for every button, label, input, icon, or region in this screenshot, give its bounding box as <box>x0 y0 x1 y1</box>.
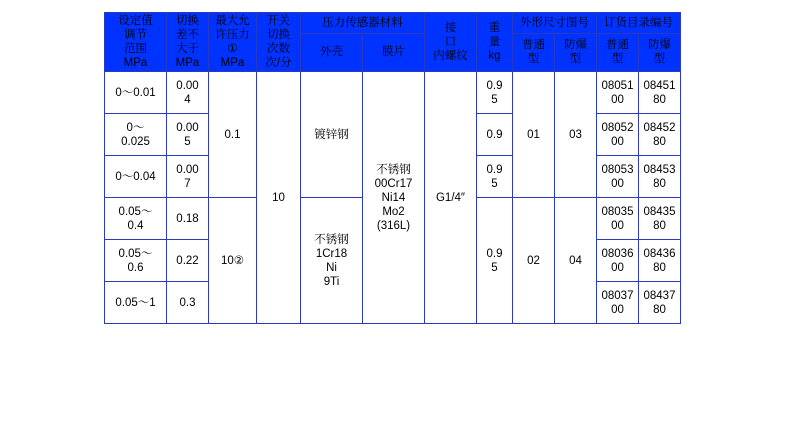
weight-l1: 0.9 <box>486 247 503 260</box>
range-l2: 0.025 <box>121 135 150 148</box>
cell-interface: G1/4″ <box>425 72 477 324</box>
cell-range <box>105 240 167 282</box>
diff-l1: 0.00 <box>176 163 199 176</box>
cell-weight <box>477 72 513 114</box>
ord-explosion-l2: 80 <box>653 219 666 232</box>
table-header <box>105 13 681 72</box>
cell-range <box>105 156 167 198</box>
cell-ord-explosion <box>639 198 681 240</box>
diff-l1: 0.3 <box>179 296 196 309</box>
ord-normal-l1: 08051 <box>601 79 634 92</box>
cell-ord-explosion <box>639 240 681 282</box>
film-l2: 00Cr17 <box>374 177 413 190</box>
header-switch-diff-l2: 差不 <box>176 29 199 42</box>
ord-normal-l2: 00 <box>611 93 624 106</box>
header-ord-normal-l1: 普通 <box>606 39 629 52</box>
header-switch-times-l1: 开关 <box>267 15 290 27</box>
cell-max-pressure-top: 0.1 <box>209 72 257 198</box>
header-set-range-l3: 范围 <box>124 43 147 56</box>
header-set-range-l2: 调节 <box>124 29 147 42</box>
range-l1: 0.05～ <box>118 205 153 218</box>
cell-weight-merged <box>477 198 513 324</box>
diff-l2: 7 <box>184 177 191 190</box>
header-switch-times-l3: 次数 <box>267 43 290 56</box>
ord-normal-l1: 08053 <box>601 163 634 176</box>
cell-switch-diff <box>167 282 209 324</box>
header-max-pressure-l1: 最大允 <box>215 15 250 27</box>
ord-explosion-l1: 08435 <box>643 205 676 218</box>
header-dim-normal <box>513 33 555 71</box>
header-weight <box>477 13 513 72</box>
header-dim-explosion <box>555 33 597 71</box>
shell-b-l3: Ni <box>326 261 337 274</box>
cell-ord-normal <box>597 240 639 282</box>
cell-weight <box>477 156 513 198</box>
range-l1: 0.05～ <box>118 247 153 260</box>
header-ord-normal-l2: 型 <box>611 53 624 66</box>
cell-film <box>363 72 425 324</box>
header-weight-l2: 量 <box>488 36 501 49</box>
diff-l1: 0.00 <box>176 79 199 92</box>
header-weight-unit: kg <box>488 50 501 63</box>
header-switch-diff-l4: MPa <box>175 57 200 70</box>
header-switch-diff-l3: 大于 <box>176 43 199 56</box>
film-l5: (316L) <box>376 219 411 232</box>
ord-explosion-l1: 08453 <box>643 163 676 176</box>
ord-explosion-l2: 80 <box>653 177 666 190</box>
cell-dim-normal-top: 01 <box>513 72 555 198</box>
weight-l1: 0.9 <box>486 79 503 92</box>
range-l1: 0～ <box>126 121 145 134</box>
cell-ord-explosion <box>639 156 681 198</box>
cell-ord-explosion <box>639 114 681 156</box>
cell-range <box>105 72 167 114</box>
table-row <box>105 72 681 114</box>
header-max-pressure-l2: 许压力 <box>215 29 250 42</box>
ord-explosion-l1: 08451 <box>643 79 676 92</box>
header-switch-diff <box>167 13 209 72</box>
ord-normal-l1: 08036 <box>601 247 634 260</box>
film-l1: 不锈钢 <box>376 163 411 176</box>
ord-explosion-l2: 80 <box>653 261 666 274</box>
header-dim-normal-l2: 型 <box>527 53 540 66</box>
table-body <box>105 72 681 324</box>
cell-range <box>105 114 167 156</box>
range-l1: 0.05～1 <box>115 296 156 309</box>
cell-range <box>105 282 167 324</box>
cell-dim-normal-bottom: 02 <box>513 198 555 324</box>
ord-normal-l2: 00 <box>611 303 624 316</box>
shell-b-l4: 9Ti <box>323 275 340 288</box>
film-l4: Mo2 <box>382 205 405 218</box>
ord-normal-l2: 00 <box>611 219 624 232</box>
header-shell: 外壳 <box>301 33 363 71</box>
spec-table-container <box>104 12 680 324</box>
header-set-range-l1: 设定值 <box>118 15 153 27</box>
diff-l2: 5 <box>184 135 191 148</box>
cell-switch-diff <box>167 240 209 282</box>
header-interface-l2: 口 <box>444 36 457 49</box>
diff-l1: 0.22 <box>176 254 199 267</box>
header-interface <box>425 13 477 72</box>
cell-switch-diff <box>167 198 209 240</box>
header-switch-times-l2: 切换 <box>267 29 290 42</box>
ord-explosion-l2: 80 <box>653 93 666 106</box>
ord-explosion-l1: 08437 <box>643 289 676 302</box>
header-sensor-material: 压力传感器材料 <box>301 13 425 34</box>
header-switch-diff-l1: 切换 <box>176 15 199 27</box>
header-dimension-drawing: 外形尺寸图号 <box>513 13 597 34</box>
ord-normal-l1: 08052 <box>601 121 634 134</box>
ord-normal-l2: 00 <box>611 135 624 148</box>
cell-ord-explosion <box>639 282 681 324</box>
header-dim-explosion-l2: 型 <box>569 53 582 66</box>
ord-normal-l2: 00 <box>611 261 624 274</box>
ord-explosion-l1: 08452 <box>643 121 676 134</box>
header-row-1 <box>105 13 681 34</box>
header-ord-explosion-l1: 防爆 <box>648 39 671 52</box>
pressure-switch-spec-table <box>104 12 681 324</box>
header-set-range-l4: MPa <box>123 57 148 70</box>
cell-shell-bottom <box>301 198 363 324</box>
header-dim-normal-l1: 普通 <box>522 39 545 52</box>
shell-b-l1: 不锈钢 <box>314 233 349 246</box>
header-interface-sub: 内螺纹 <box>433 50 468 63</box>
shell-b-l2: 1Cr18 <box>315 247 348 260</box>
weight-l2: 5 <box>491 261 498 274</box>
weight-l1: 0.9 <box>486 128 503 141</box>
cell-ord-normal <box>597 156 639 198</box>
ord-normal-l1: 08035 <box>601 205 634 218</box>
header-switch-times <box>257 13 301 72</box>
header-max-pressure <box>209 13 257 72</box>
ord-explosion-l2: 80 <box>653 135 666 148</box>
header-switch-times-l4: 次/分 <box>265 57 292 70</box>
header-film: 膜片 <box>363 33 425 71</box>
ord-explosion-l1: 08436 <box>643 247 676 260</box>
header-ord-explosion-l2: 型 <box>653 53 666 66</box>
header-order-catalog: 订货目录编号 <box>597 13 681 34</box>
cell-ord-explosion <box>639 72 681 114</box>
weight-l2: 5 <box>491 177 498 190</box>
cell-shell-top: 镀锌钢 <box>301 72 363 198</box>
cell-ord-normal <box>597 198 639 240</box>
header-weight-l1: 重 <box>488 22 501 34</box>
diff-l1: 0.00 <box>176 121 199 134</box>
cell-ord-normal <box>597 282 639 324</box>
range-l1: 0～0.04 <box>115 170 156 183</box>
cell-range <box>105 198 167 240</box>
weight-l1: 0.9 <box>486 163 503 176</box>
header-dim-explosion-l1: 防爆 <box>564 39 587 52</box>
ord-normal-l2: 00 <box>611 177 624 190</box>
cell-switch-times: 10 <box>257 72 301 324</box>
diff-l2: 4 <box>184 93 191 106</box>
cell-weight <box>477 114 513 156</box>
cell-ord-normal <box>597 114 639 156</box>
range-l2: 0.6 <box>127 261 144 274</box>
ord-normal-l1: 08037 <box>601 289 634 302</box>
diff-l1: 0.18 <box>176 212 199 225</box>
cell-dim-explosion-top: 03 <box>555 72 597 198</box>
cell-dim-explosion-bottom: 04 <box>555 198 597 324</box>
cell-switch-diff <box>167 72 209 114</box>
ord-explosion-l2: 80 <box>653 303 666 316</box>
header-max-pressure-l4: MPa <box>220 57 245 70</box>
cell-switch-diff <box>167 156 209 198</box>
header-ord-normal <box>597 33 639 71</box>
film-l3: Ni14 <box>381 191 406 204</box>
header-set-range <box>105 13 167 72</box>
header-ord-explosion <box>639 33 681 71</box>
range-l1: 0～0.01 <box>115 86 156 99</box>
weight-l2: 5 <box>491 93 498 106</box>
header-interface-l1: 接 <box>444 22 457 34</box>
header-max-pressure-l3: ① <box>227 43 238 56</box>
range-l2: 0.4 <box>127 219 144 232</box>
cell-ord-normal <box>597 72 639 114</box>
cell-max-pressure-bottom: 10② <box>209 198 257 324</box>
cell-switch-diff <box>167 114 209 156</box>
